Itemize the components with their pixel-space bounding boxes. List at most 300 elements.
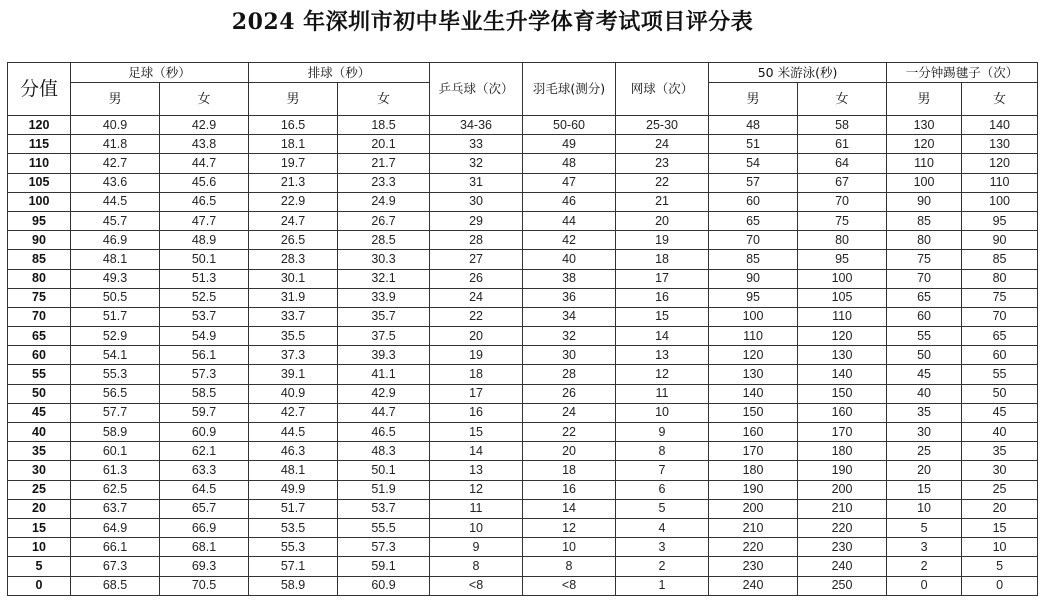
tennis-cell: 18 (616, 250, 709, 269)
score-cell: 120 (8, 116, 71, 135)
table-row (8, 327, 1038, 346)
football-male-cell: 64.9 (71, 518, 160, 537)
swimming-female-cell: 200 (798, 480, 887, 499)
swimming-female-cell: 190 (798, 461, 887, 480)
table-tennis-cell: 15 (430, 423, 523, 442)
shuttlecock-male-cell: 90 (887, 192, 962, 211)
swimming-male-cell: 180 (709, 461, 798, 480)
tennis-cell: 1 (616, 576, 709, 595)
volleyball-male-cell: 30.1 (249, 269, 338, 288)
swimming-female-cell: 230 (798, 538, 887, 557)
tennis-cell: 25-30 (616, 116, 709, 135)
table-tennis-cell: 28 (430, 231, 523, 250)
table-row (8, 461, 1038, 480)
volleyball-female-cell: 55.5 (338, 518, 430, 537)
football-male-cell: 40.9 (71, 116, 160, 135)
table-row (8, 288, 1038, 307)
volleyball-female-cell: 26.7 (338, 211, 430, 230)
volleyball-female-cell: 53.7 (338, 499, 430, 518)
swimming-female-cell: 100 (798, 269, 887, 288)
shuttlecock-female-cell: 60 (962, 346, 1038, 365)
score-cell: 55 (8, 365, 71, 384)
football-female-cell: 66.9 (160, 518, 249, 537)
score-table-body (8, 116, 1038, 596)
swimming-male-cell: 120 (709, 346, 798, 365)
table-row (8, 499, 1038, 518)
score-cell: 115 (8, 135, 71, 154)
volleyball-male-cell: 55.3 (249, 538, 338, 557)
swimming-male-cell: 220 (709, 538, 798, 557)
swimming-male-cell: 48 (709, 116, 798, 135)
football-female-cell: 57.3 (160, 365, 249, 384)
volleyball-male-cell: 48.1 (249, 461, 338, 480)
shuttlecock-female-cell: 85 (962, 250, 1038, 269)
table-row (8, 250, 1038, 269)
football-male-cell: 41.8 (71, 135, 160, 154)
shuttlecock-female-cell: 25 (962, 480, 1038, 499)
football-female-cell: 62.1 (160, 442, 249, 461)
badminton-cell: 47 (523, 173, 616, 192)
volleyball-female-cell: 28.5 (338, 231, 430, 250)
swimming-female-cell: 240 (798, 557, 887, 576)
table-tennis-cell: 18 (430, 365, 523, 384)
football-male-cell: 56.5 (71, 384, 160, 403)
swimming-male-cell: 60 (709, 192, 798, 211)
volleyball-female-cell: 50.1 (338, 461, 430, 480)
volleyball-female-cell: 21.7 (338, 154, 430, 173)
tennis-cell: 20 (616, 211, 709, 230)
shuttlecock-male-cell: 35 (887, 403, 962, 422)
swimming-male-cell: 57 (709, 173, 798, 192)
football-male-cell: 50.5 (71, 288, 160, 307)
table-tennis-cell: 11 (430, 499, 523, 518)
swimming-male-cell: 95 (709, 288, 798, 307)
tennis-cell: 16 (616, 288, 709, 307)
football-male-cell: 68.5 (71, 576, 160, 595)
football-male-cell: 55.3 (71, 365, 160, 384)
badminton-cell: 22 (523, 423, 616, 442)
volleyball-female-cell: 35.7 (338, 307, 430, 326)
shuttlecock-female-cell: 55 (962, 365, 1038, 384)
football-female-cell: 59.7 (160, 403, 249, 422)
football-female-cell: 65.7 (160, 499, 249, 518)
tennis-cell: 19 (616, 231, 709, 250)
table-row (8, 557, 1038, 576)
shuttlecock-male-cell: 5 (887, 518, 962, 537)
shuttlecock-male-cell: 40 (887, 384, 962, 403)
football-male-cell: 42.7 (71, 154, 160, 173)
shuttlecock-male-cell: 70 (887, 269, 962, 288)
score-cell: 5 (8, 557, 71, 576)
shuttlecock-female-cell: 120 (962, 154, 1038, 173)
swimming-male-cell: 90 (709, 269, 798, 288)
shuttlecock-male-cell: 80 (887, 231, 962, 250)
badminton-cell: 26 (523, 384, 616, 403)
football-male-cell: 44.5 (71, 192, 160, 211)
tennis-cell: 17 (616, 269, 709, 288)
swimming-female-cell: 140 (798, 365, 887, 384)
score-cell: 0 (8, 576, 71, 595)
shuttlecock-male-cell: 110 (887, 154, 962, 173)
volleyball-female-cell: 18.5 (338, 116, 430, 135)
volleyball-male-cell: 28.3 (249, 250, 338, 269)
football-female-cell: 53.7 (160, 307, 249, 326)
table-row (8, 211, 1038, 230)
football-male-cell: 57.7 (71, 403, 160, 422)
swimming-female-cell: 170 (798, 423, 887, 442)
badminton-cell: 14 (523, 499, 616, 518)
table-tennis-cell: 24 (430, 288, 523, 307)
football-female-cell: 44.7 (160, 154, 249, 173)
swimming-female-cell: 120 (798, 327, 887, 346)
table-tennis-cell: <8 (430, 576, 523, 595)
table-tennis-cell: 9 (430, 538, 523, 557)
volleyball-female-cell: 39.3 (338, 346, 430, 365)
score-cell: 35 (8, 442, 71, 461)
swimming-male-cell: 51 (709, 135, 798, 154)
shuttlecock-male-cell: 85 (887, 211, 962, 230)
swimming-female-cell: 250 (798, 576, 887, 595)
swimming-female-cell: 67 (798, 173, 887, 192)
score-cell: 70 (8, 307, 71, 326)
badminton-cell: 50-60 (523, 116, 616, 135)
shuttlecock-male-cell: 130 (887, 116, 962, 135)
swimming-male-cell: 85 (709, 250, 798, 269)
volleyball-female-cell: 33.9 (338, 288, 430, 307)
volleyball-male-cell: 53.5 (249, 518, 338, 537)
swimming-male-header: 男 (709, 83, 798, 116)
volleyball-female-cell: 60.9 (338, 576, 430, 595)
table-tennis-cell: 29 (430, 211, 523, 230)
badminton-header: 羽毛球(测分) (523, 63, 616, 116)
volleyball-female-cell: 48.3 (338, 442, 430, 461)
badminton-cell: 40 (523, 250, 616, 269)
table-tennis-cell: 26 (430, 269, 523, 288)
shuttlecock-male-cell: 2 (887, 557, 962, 576)
table-tennis-cell: 31 (430, 173, 523, 192)
score-cell: 40 (8, 423, 71, 442)
shuttlecock-female-cell: 40 (962, 423, 1038, 442)
swimming-male-cell: 210 (709, 518, 798, 537)
shuttlecock-male-cell: 10 (887, 499, 962, 518)
football-male-cell: 52.9 (71, 327, 160, 346)
shuttlecock-male-cell: 45 (887, 365, 962, 384)
badminton-cell: 28 (523, 365, 616, 384)
volleyball-female-cell: 24.9 (338, 192, 430, 211)
table-row (8, 518, 1038, 537)
score-cell: 85 (8, 250, 71, 269)
table-tennis-header: 乒乓球（次） (430, 63, 523, 116)
page-title: 2024 年深圳市初中毕业生升学体育考试项目评分表 (231, 9, 754, 35)
football-male-header: 男 (71, 83, 160, 116)
volleyball-male-cell: 22.9 (249, 192, 338, 211)
football-female-cell: 52.5 (160, 288, 249, 307)
score-column-header: 分值 (8, 63, 71, 116)
shuttlecock-male-cell: 100 (887, 173, 962, 192)
football-female-cell: 46.5 (160, 192, 249, 211)
shuttlecock-female-cell: 30 (962, 461, 1038, 480)
shuttlecock-female-cell: 35 (962, 442, 1038, 461)
tennis-cell: 11 (616, 384, 709, 403)
score-cell: 110 (8, 154, 71, 173)
shuttlecock-male-cell: 20 (887, 461, 962, 480)
shuttlecock-male-header: 男 (887, 83, 962, 116)
swimming-female-cell: 130 (798, 346, 887, 365)
shuttlecock-male-cell: 25 (887, 442, 962, 461)
score-cell: 105 (8, 173, 71, 192)
volleyball-male-cell: 18.1 (249, 135, 338, 154)
swimming-female-cell: 150 (798, 384, 887, 403)
swimming-male-cell: 130 (709, 365, 798, 384)
score-cell: 15 (8, 518, 71, 537)
shuttlecock-male-cell: 60 (887, 307, 962, 326)
swimming-male-cell: 100 (709, 307, 798, 326)
football-female-cell: 45.6 (160, 173, 249, 192)
shuttlecock-female-cell: 110 (962, 173, 1038, 192)
table-row (8, 346, 1038, 365)
volleyball-female-cell: 44.7 (338, 403, 430, 422)
football-female-cell: 63.3 (160, 461, 249, 480)
table-tennis-cell: 14 (430, 442, 523, 461)
table-tennis-cell: 13 (430, 461, 523, 480)
badminton-cell: 16 (523, 480, 616, 499)
swimming-female-cell: 61 (798, 135, 887, 154)
volleyball-female-cell: 59.1 (338, 557, 430, 576)
tennis-cell: 12 (616, 365, 709, 384)
shuttlecock-female-cell: 50 (962, 384, 1038, 403)
badminton-cell: 46 (523, 192, 616, 211)
table-tennis-cell: 33 (430, 135, 523, 154)
score-cell: 45 (8, 403, 71, 422)
table-tennis-cell: 30 (430, 192, 523, 211)
badminton-cell: 24 (523, 403, 616, 422)
score-cell: 95 (8, 211, 71, 230)
badminton-cell: 49 (523, 135, 616, 154)
football-male-cell: 61.3 (71, 461, 160, 480)
table-row (8, 192, 1038, 211)
volleyball-male-cell: 31.9 (249, 288, 338, 307)
swimming-female-cell: 64 (798, 154, 887, 173)
tennis-cell: 2 (616, 557, 709, 576)
scoring-table (7, 62, 1038, 596)
table-row (8, 365, 1038, 384)
tennis-cell: 24 (616, 135, 709, 154)
football-male-cell: 67.3 (71, 557, 160, 576)
swimming-male-cell: 70 (709, 231, 798, 250)
shuttlecock-female-cell: 100 (962, 192, 1038, 211)
score-cell: 80 (8, 269, 71, 288)
volleyball-female-cell: 37.5 (338, 327, 430, 346)
swimming-male-cell: 150 (709, 403, 798, 422)
shuttlecock-male-cell: 120 (887, 135, 962, 154)
football-female-cell: 69.3 (160, 557, 249, 576)
score-cell: 10 (8, 538, 71, 557)
shuttlecock-female-cell: 10 (962, 538, 1038, 557)
volleyball-female-cell: 51.9 (338, 480, 430, 499)
swimming-male-cell: 110 (709, 327, 798, 346)
football-male-cell: 63.7 (71, 499, 160, 518)
table-tennis-cell: 16 (430, 403, 523, 422)
score-cell: 100 (8, 192, 71, 211)
table-tennis-cell: 27 (430, 250, 523, 269)
volleyball-header: 排球（秒） (249, 63, 430, 83)
volleyball-female-cell: 42.9 (338, 384, 430, 403)
swimming-female-cell: 160 (798, 403, 887, 422)
volleyball-male-cell: 16.5 (249, 116, 338, 135)
table-row (8, 384, 1038, 403)
football-male-cell: 66.1 (71, 538, 160, 557)
shuttlecock-female-cell: 20 (962, 499, 1038, 518)
shuttlecock-female-cell: 140 (962, 116, 1038, 135)
football-male-cell: 48.1 (71, 250, 160, 269)
football-female-cell: 43.8 (160, 135, 249, 154)
tennis-cell: 22 (616, 173, 709, 192)
football-female-cell: 48.9 (160, 231, 249, 250)
table-tennis-cell: 20 (430, 327, 523, 346)
badminton-cell: 12 (523, 518, 616, 537)
table-row (8, 269, 1038, 288)
swimming-male-cell: 170 (709, 442, 798, 461)
volleyball-male-cell: 26.5 (249, 231, 338, 250)
table-tennis-cell: 34-36 (430, 116, 523, 135)
football-male-cell: 54.1 (71, 346, 160, 365)
volleyball-male-cell: 40.9 (249, 384, 338, 403)
swimming-male-cell: 230 (709, 557, 798, 576)
score-cell: 75 (8, 288, 71, 307)
shuttlecock-female-header: 女 (962, 83, 1038, 116)
badminton-cell: 34 (523, 307, 616, 326)
table-row (8, 538, 1038, 557)
shuttlecock-female-cell: 0 (962, 576, 1038, 595)
tennis-cell: 15 (616, 307, 709, 326)
swimming-female-cell: 58 (798, 116, 887, 135)
badminton-cell: 10 (523, 538, 616, 557)
shuttlecock-female-cell: 90 (962, 231, 1038, 250)
badminton-cell: 36 (523, 288, 616, 307)
volleyball-male-cell: 44.5 (249, 423, 338, 442)
tennis-cell: 6 (616, 480, 709, 499)
table-tennis-cell: 17 (430, 384, 523, 403)
score-cell: 30 (8, 461, 71, 480)
table-tennis-cell: 22 (430, 307, 523, 326)
swimming-female-cell: 105 (798, 288, 887, 307)
tennis-cell: 14 (616, 327, 709, 346)
badminton-cell: 48 (523, 154, 616, 173)
table-row (8, 116, 1038, 135)
score-cell: 50 (8, 384, 71, 403)
football-male-cell: 60.1 (71, 442, 160, 461)
swimming-male-cell: 160 (709, 423, 798, 442)
football-female-cell: 58.5 (160, 384, 249, 403)
badminton-cell: 44 (523, 211, 616, 230)
volleyball-male-cell: 57.1 (249, 557, 338, 576)
volleyball-female-header: 女 (338, 83, 430, 116)
swimming-female-header: 女 (798, 83, 887, 116)
football-female-cell: 51.3 (160, 269, 249, 288)
swimming-female-cell: 180 (798, 442, 887, 461)
score-cell: 60 (8, 346, 71, 365)
table-row (8, 403, 1038, 422)
score-cell: 65 (8, 327, 71, 346)
football-female-cell: 42.9 (160, 116, 249, 135)
tennis-cell: 5 (616, 499, 709, 518)
table-tennis-cell: 12 (430, 480, 523, 499)
football-male-cell: 43.6 (71, 173, 160, 192)
header-row-groups (8, 63, 1038, 83)
table-row (8, 173, 1038, 192)
shuttlecock-female-cell: 15 (962, 518, 1038, 537)
football-female-cell: 47.7 (160, 211, 249, 230)
volleyball-male-cell: 33.7 (249, 307, 338, 326)
shuttlecock-female-cell: 75 (962, 288, 1038, 307)
football-female-cell: 68.1 (160, 538, 249, 557)
volleyball-female-cell: 41.1 (338, 365, 430, 384)
football-male-cell: 45.7 (71, 211, 160, 230)
volleyball-male-cell: 37.3 (249, 346, 338, 365)
swimming-female-cell: 75 (798, 211, 887, 230)
tennis-cell: 3 (616, 538, 709, 557)
tennis-header: 网球（次） (616, 63, 709, 116)
shuttlecock-female-cell: 70 (962, 307, 1038, 326)
volleyball-male-header: 男 (249, 83, 338, 116)
volleyball-male-cell: 46.3 (249, 442, 338, 461)
volleyball-female-cell: 20.1 (338, 135, 430, 154)
badminton-cell: 8 (523, 557, 616, 576)
shuttlecock-male-cell: 65 (887, 288, 962, 307)
shuttlecock-male-cell: 30 (887, 423, 962, 442)
football-male-cell: 58.9 (71, 423, 160, 442)
table-row (8, 442, 1038, 461)
football-female-cell: 60.9 (160, 423, 249, 442)
score-cell: 20 (8, 499, 71, 518)
badminton-cell: 20 (523, 442, 616, 461)
score-cell: 90 (8, 231, 71, 250)
football-female-cell: 56.1 (160, 346, 249, 365)
swimming-female-cell: 210 (798, 499, 887, 518)
shuttlecock-female-cell: 95 (962, 211, 1038, 230)
shuttlecock-male-cell: 15 (887, 480, 962, 499)
swimming-female-cell: 95 (798, 250, 887, 269)
volleyball-male-cell: 49.9 (249, 480, 338, 499)
football-male-cell: 46.9 (71, 231, 160, 250)
shuttlecock-header: 一分钟踢毽子（次） (887, 63, 1038, 83)
volleyball-male-cell: 39.1 (249, 365, 338, 384)
score-cell: 25 (8, 480, 71, 499)
swimming-male-cell: 240 (709, 576, 798, 595)
shuttlecock-female-cell: 5 (962, 557, 1038, 576)
shuttlecock-female-cell: 45 (962, 403, 1038, 422)
volleyball-female-cell: 46.5 (338, 423, 430, 442)
tennis-cell: 10 (616, 403, 709, 422)
table-row (8, 231, 1038, 250)
badminton-cell: <8 (523, 576, 616, 595)
swimming-header: 50 米游泳(秒) (709, 63, 887, 83)
table-tennis-cell: 10 (430, 518, 523, 537)
badminton-cell: 32 (523, 327, 616, 346)
badminton-cell: 18 (523, 461, 616, 480)
football-male-cell: 51.7 (71, 307, 160, 326)
badminton-cell: 42 (523, 231, 616, 250)
shuttlecock-male-cell: 0 (887, 576, 962, 595)
volleyball-male-cell: 35.5 (249, 327, 338, 346)
swimming-female-cell: 110 (798, 307, 887, 326)
table-row (8, 423, 1038, 442)
shuttlecock-female-cell: 130 (962, 135, 1038, 154)
badminton-cell: 38 (523, 269, 616, 288)
football-female-cell: 64.5 (160, 480, 249, 499)
volleyball-male-cell: 42.7 (249, 403, 338, 422)
football-male-cell: 62.5 (71, 480, 160, 499)
